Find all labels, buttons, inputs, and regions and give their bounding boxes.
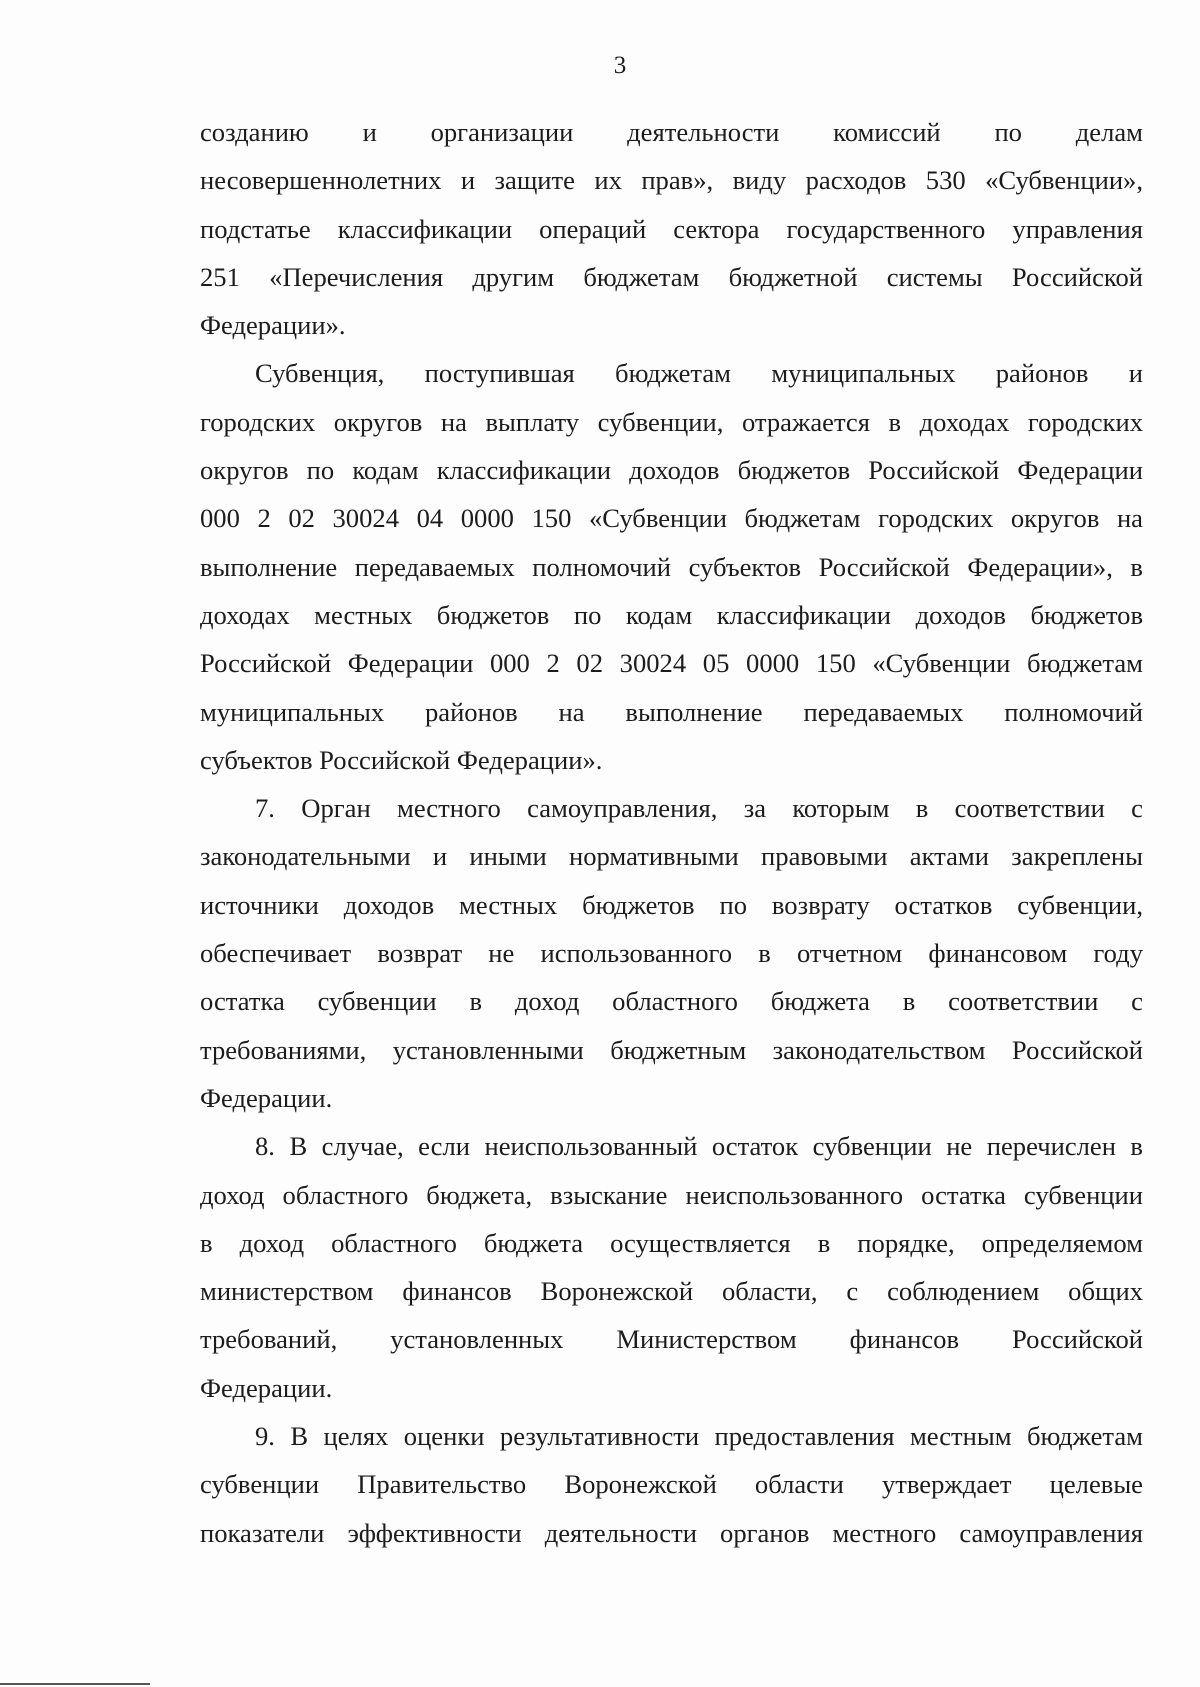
text-line: остатка субвенции в доход областного бюджета в соответствии с [200,986,1143,1017]
text-line: 251 «Перечисления другим бюджетам бюджетной системы Российской [200,261,1143,292]
text-line: обеспечивает возврат не использованного в отчетном финансовом году [200,938,1143,969]
text-line: созданию и организации деятельности комиссий по делам [200,117,1143,147]
paragraph-subvention [200,349,1143,784]
text-line: подстатье классификации операций сектора государственного управления [200,213,1143,244]
text-line: Федерации. [200,1372,333,1403]
text-line: министерством финансов Воронежской области, с соблюдением общих [200,1276,1143,1307]
text-line: требований, установленных Министерством финансов Российской [200,1324,1143,1355]
text-line: доход областного бюджета, взыскание неиспользованного остатка субвенции [200,1179,1143,1210]
text-line: показатели эффективности деятельности органов местного самоуправления [200,1517,1143,1548]
text-line: городских округов на выплату субвенции, отражается в доходах городских [200,406,1143,437]
text-line: несовершеннолетних и защите их прав», виду расходов 530 «Субвенции», [200,165,1143,196]
text-line: 9. В целях оценки результативности предоставления местным бюджетам [255,1421,1143,1452]
scan-edge-mark [0,1683,150,1685]
text-line: в доход областного бюджета осуществляется в порядке, определяемом [200,1227,1143,1258]
text-line: Субвенция, поступившая бюджетам муниципальных районов и [255,358,1143,389]
text-line: Российской Федерации 000 2 02 30024 05 0000 150 «Субвенции бюджетам [200,648,1143,679]
text-line: Федерации. [200,1082,333,1113]
paragraph-item-9 [200,1412,1143,1557]
text-line: субъектов Российской Федерации». [200,744,603,775]
paragraph-continuation [200,108,1143,349]
text-line: требованиями, установленными бюджетным законодательством Российской [200,1034,1143,1065]
page-number: 3 [613,52,627,79]
text-line: округов по кодам классификации доходов бюджетов Российской Федерации [200,455,1143,486]
text-line: источники доходов местных бюджетов по возврату остатков субвенции, [200,889,1143,920]
text-line: доходах местных бюджетов по кодам классификации доходов бюджетов [200,599,1143,630]
text-line: 000 2 02 30024 04 0000 150 «Субвенции бюджетам городских округов на [200,503,1143,534]
text-line: законодательными и иными нормативными правовыми актами закреплены [200,841,1143,872]
text-line: 8. В случае, если неиспользованный остаток субвенции не перечислен в [255,1131,1143,1162]
paragraph-item-8 [200,1122,1143,1412]
document-body [200,108,1143,1557]
text-line: субвенции Правительство Воронежской области утверждает целевые [200,1469,1143,1500]
text-line: Федерации». [200,310,346,341]
text-line: 7. Орган местного самоуправления, за которым в соответствии с [255,793,1143,824]
paragraph-item-7 [200,784,1143,1122]
text-line: выполнение передаваемых полномочий субъектов Российской Федерации», в [200,551,1143,582]
text-line: муниципальных районов на выполнение передаваемых полномочий [200,696,1143,727]
